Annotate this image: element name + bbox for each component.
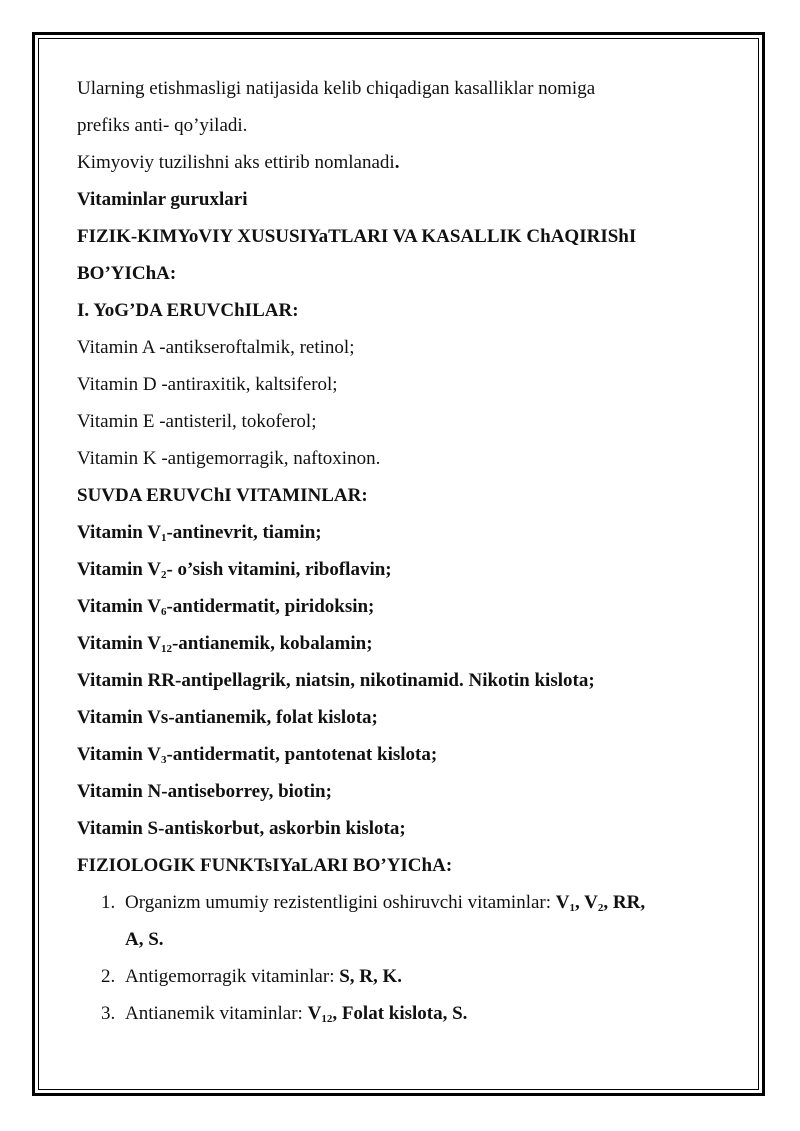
- list-text: Organizm umumiy rezistentligini oshiruvchi vitaminlar:: [125, 892, 556, 913]
- list-text: Antianemik vitaminlar:: [125, 1003, 308, 1024]
- vitamin-description: -antidermatit, pantotenat kislota;: [166, 744, 438, 765]
- vitamin-name: Vitamin V: [77, 633, 161, 654]
- bold-rest: , Folat kislota, S.: [332, 1003, 468, 1024]
- vitamin-description: -antianemik, kobalamin;: [171, 633, 373, 654]
- document-body: [77, 70, 737, 1032]
- water-vitamin-v1: [77, 514, 737, 551]
- heading-groups: Vitaminlar guruxlari: [77, 189, 248, 210]
- bold-v: V: [555, 892, 570, 913]
- fat-vitamin-e: Vitamin E -antisteril, tokoferol;: [77, 411, 317, 432]
- fat-vitamin-k: Vitamin K -antigemorragik, naftoxinon.: [77, 448, 381, 469]
- vitamin-name: Vitamin V: [77, 522, 161, 543]
- water-vitamin-v2: [77, 551, 737, 588]
- bold-v: , V: [575, 892, 598, 913]
- water-vitamin-rr: Vitamin RR-antipellagrik, niatsin, nikotinamid. Nikotin kislota;: [77, 670, 595, 691]
- vitamin-name: Vitamin V: [77, 596, 161, 617]
- list-item-1: [77, 884, 737, 921]
- bold-v: V: [307, 1003, 322, 1024]
- heading-physiological: FIZIOLOGIK FUNKTsIYaLARI BO’YIChA:: [77, 855, 453, 876]
- water-vitamin-n: Vitamin N-antiseborrey, biotin;: [77, 781, 332, 802]
- naming-text: Kimyoviy tuzilishni aks ettirib nomlanadi: [77, 152, 395, 173]
- naming-dot: .: [394, 152, 400, 173]
- vitamin-name: Vitamin V: [77, 744, 161, 765]
- water-vitamin-s: Vitamin S-antiskorbut, askorbin kislota;: [77, 818, 406, 839]
- fat-vitamin-a: Vitamin A -antikseroftalmik, retinol;: [77, 337, 355, 358]
- list-number: 1.: [101, 892, 116, 913]
- bold-sub: 2: [597, 902, 604, 914]
- heading-water-soluble: SUVDA ERUVChI VITAMINLAR:: [77, 485, 368, 506]
- heading-physchem-line1: FIZIK-KIMYoVIY XUSUSIYaTLARI VA KASALLIK ChAQIRIShI: [77, 226, 637, 247]
- list-bold: S, R, K.: [339, 966, 403, 987]
- vitamin-subscript: 12: [160, 643, 172, 655]
- paragraph-naming: [77, 144, 737, 181]
- heading-fat-soluble: I. YoG’DA ERUVChILAR:: [77, 300, 299, 321]
- vitamin-subscript: 2: [160, 569, 167, 581]
- list-bold: [308, 1003, 468, 1024]
- list-number: 2.: [101, 966, 116, 987]
- heading-physchem-line2: BO’YIChA:: [77, 263, 177, 284]
- vitamin-subscript: 3: [160, 754, 167, 766]
- water-vitamin-v12: [77, 625, 737, 662]
- water-vitamin-v3: [77, 736, 737, 773]
- bold-sub: 12: [321, 1013, 333, 1025]
- vitamin-description: -antidermatit, piridoksin;: [166, 596, 375, 617]
- water-vitamin-vs: Vitamin Vs-antianemik, folat kislota;: [77, 707, 378, 728]
- list-item-1-continuation: A, S.: [125, 929, 164, 950]
- bold-sub: 1: [569, 902, 575, 914]
- vitamin-subscript: 6: [160, 606, 167, 618]
- fat-vitamin-d: Vitamin D -antiraxitik, kaltsiferol;: [77, 374, 338, 395]
- vitamin-description: - o’sish vitamini, riboflavin;: [166, 559, 392, 580]
- list-number: 3.: [101, 1003, 116, 1024]
- bold-rr: , RR,: [603, 892, 646, 913]
- vitamin-name: Vitamin V: [77, 559, 161, 580]
- paragraph-intro-2: prefiks anti- qo’yiladi.: [77, 115, 248, 136]
- list-bold: [556, 892, 645, 913]
- list-text: Antigemorragik vitaminlar:: [125, 966, 340, 987]
- paragraph-intro-1: Ularning etishmasligi natijasida kelib chiqadigan kasalliklar nomiga: [77, 78, 596, 99]
- vitamin-subscript: 1: [160, 532, 167, 544]
- list-item-2: [77, 958, 737, 995]
- water-vitamin-v6: [77, 588, 737, 625]
- list-item-3: [77, 995, 737, 1032]
- vitamin-description: -antinevrit, tiamin;: [166, 522, 322, 543]
